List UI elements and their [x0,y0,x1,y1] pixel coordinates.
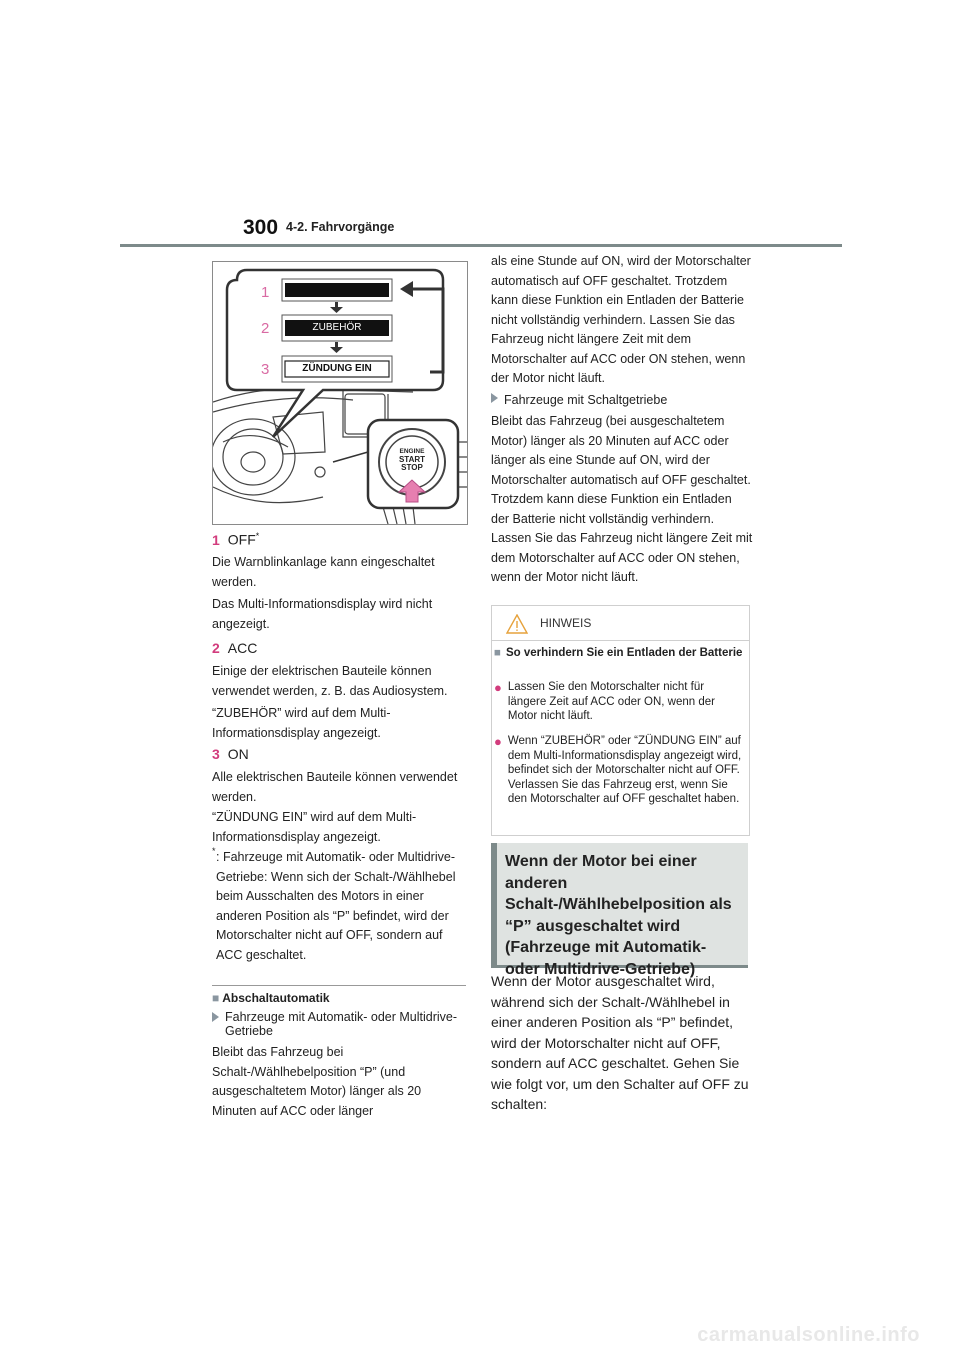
item-label: OFF [227,531,256,548]
arrow-bullet-icon [212,1012,219,1022]
section-title: 4-2. Fahrvorgänge [286,220,395,234]
note-subhead-text: So verhindern Sie ein Entladen der Batterie [505,647,743,659]
display-zubehoer: ZUBEHÖR [312,322,362,333]
warning-triangle-icon [506,614,528,634]
figure-label-1: 1 [261,284,270,301]
subhead-abschaltautomatik [212,991,330,1005]
note-title: HINWEIS [540,616,592,630]
item-number: 3 [212,746,220,762]
arrow-bullet-icon [491,393,498,403]
note-divider [492,640,749,641]
circle-bullet-icon: ● [494,734,502,749]
figure-label-3: 3 [261,361,270,378]
item-acc [212,640,257,656]
section-heading-box [491,843,748,978]
abschalt-paragraph: Bleibt das Fahrzeug bei Schalt-/Wählhebelposition “P” (und ausgeschaltetem Motor) länger als 20 Minuten auf ACC oder länger [212,1045,422,1118]
item-on-text-1: Alle elektrischen Bauteile können verwendet werden. [212,770,458,804]
item-label: ACC [227,640,258,656]
item-number: 1 [212,531,220,548]
note-bullet-1 [494,680,744,724]
page-number: 300 [243,216,279,239]
button-text-stop: STOP [401,463,423,472]
start-stop-button-text [391,448,433,472]
arrow-item-text: Fahrzeuge mit Automatik- oder Multidrive-Getriebe [225,1010,458,1038]
arrow-item-automatik [212,1010,466,1038]
circle-bullet-icon: ● [494,680,502,695]
arrow-item-schaltgetriebe [491,393,667,407]
section-heading: Wenn der Motor bei einer anderen Schalt-/Wählhebelposition als “P” ausgeschaltet wird (Fahrzeuge mit Automatik- oder Multidrive-Getriebe) [505,853,732,978]
right-paragraph-1: als eine Stunde auf ON, wird der Motorschalter automatisch auf OFF geschaltet. Trotzdem kann diese Funktion ein Entladen der Batterie nicht vollständig verhindern. Lassen Sie das Fahrzeug nicht längere Zeit mit dem Motorschalter auf ACC oder ON stehen, wenn der Motor nicht läuft. [491,254,751,385]
item-label: ON [227,746,249,762]
engine-switch-figure [212,261,468,525]
subhead-text: Abschaltautomatik [222,991,330,1005]
watermark: carmanualsonline.info [697,1324,920,1346]
square-bullet-icon: ■ [494,647,501,659]
item-number: 2 [212,640,220,656]
footnote-mark: * [212,846,216,856]
note-subhead [494,646,744,660]
heading-accent-bar [491,843,497,965]
arrow-item-text: Fahrzeuge mit Schaltgetriebe [504,393,668,407]
display-zuendung-ein: ZÜNDUNG EIN [302,363,372,374]
footnote-marker: * [255,531,260,541]
item-acc-text-1: Einige der elektrischen Bauteile können verwendet werden, z. B. das Audiosystem. [212,664,448,698]
header-rule [120,244,842,247]
right-paragraph-3: Wenn der Motor ausgeschaltet wird, während sich der Schalt-/Wählhebel in einer anderen Position als “P” befindet, wird der Motorschalter nicht auf OFF, sondern auf ACC geschaltet. Gehen Sie wie folgt vor, um den Schalter auf OFF zu schalten: [491,973,749,1112]
note-bullet-text: Wenn “ZUBEHÖR” oder “ZÜNDUNG EIN” auf dem Multi-Informationsdisplay angezeigt wird, befindet sich der Motorschalter nicht auf OFF. Verlassen Sie das Fahrzeug erst, wenn Sie den Motorschalter auf OFF geschaltet haben. [507,735,742,805]
item-on-text-2: “ZÜNDUNG EIN” wird auf dem Multi-Informationsdisplay angezeigt. [212,810,417,844]
item-on [212,746,249,762]
note-box [491,605,750,836]
item-off-text-2: Das Multi-Informationsdisplay wird nicht angezeigt. [212,597,433,631]
section-separator [212,985,466,986]
footnote-text: : Fahrzeuge mit Automatik- oder Multidrive-Getriebe: Wenn sich der Schalt-/Wählhebel beim Ausschalten des Motors in einer anderen Position als “P” befindet, wird der Motorschalter nicht auf OFF, sondern auf ACC geschaltet. [216,850,456,962]
right-paragraph-2: Bleibt das Fahrzeug (bei ausgeschaltetem Motor) länger als 20 Minuten auf ACC oder länger als eine Stunde auf ON, wird der Motorschalter automatisch auf OFF geschaltet. Trotzdem kann diese Funktion ein Entladen der Batterie nicht vollständig verhindern. Lassen Sie das Fahrzeug nicht längere Zeit mit dem Motorschalter auf ACC oder ON stehen, wenn der Motor nicht läuft. [491,414,753,584]
item-acc-text-2: “ZUBEHÖR” wird auf dem Multi-Informationsdisplay angezeigt. [212,706,391,740]
note-bullet-2 [494,734,744,807]
figure-label-2: 2 [261,320,270,337]
footnote [212,848,466,965]
item-off-text-1: Die Warnblinkanlage kann eingeschaltet werden. [212,555,435,589]
button-text-engine: ENGINE [399,448,425,455]
note-bullet-text: Lassen Sie den Motorschalter nicht für längere Zeit auf ACC oder ON, wenn der Motor nicht läuft. [507,681,715,722]
dashboard-illustration [213,262,467,524]
square-bullet-icon: ■ [212,991,220,1005]
item-off [212,531,259,548]
button-text-start: START [398,455,426,464]
